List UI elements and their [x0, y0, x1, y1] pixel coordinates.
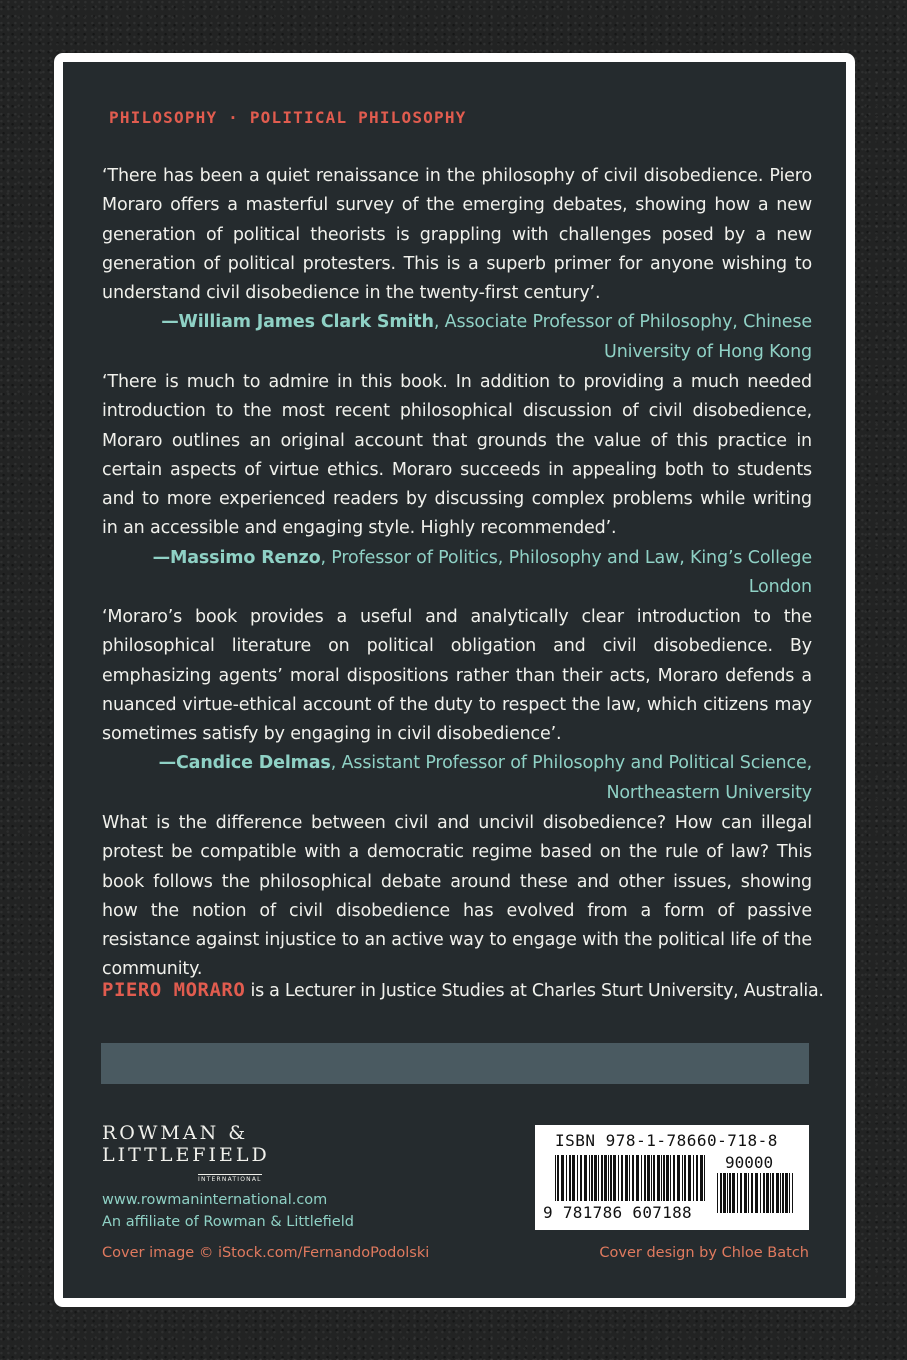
barcode-stripe [751, 1173, 753, 1213]
barcode-stripe [770, 1173, 771, 1213]
quote-dash: — [158, 753, 176, 774]
barcode-stripe [661, 1155, 662, 1201]
barcode-stripe [785, 1173, 788, 1213]
barcode-stripe [677, 1155, 680, 1201]
barcode-stripe [584, 1155, 587, 1201]
publisher-logo [102, 1122, 270, 1185]
barcode-stripe [744, 1173, 747, 1213]
barcode-stripe [755, 1173, 758, 1213]
endorsement-quote [102, 603, 812, 808]
barcode-stripe [737, 1173, 738, 1213]
barcode-stripe [613, 1155, 616, 1201]
author-bio [102, 979, 824, 1001]
barcode-stripe [729, 1173, 731, 1213]
barcode-stripe [717, 1173, 718, 1213]
barcode-stripe [591, 1155, 593, 1201]
quote-attribution [102, 749, 812, 808]
barcode-stripe [569, 1155, 571, 1201]
barcode-stripe [577, 1155, 578, 1201]
publisher-line3: INTERNATIONAL [198, 1176, 262, 1183]
quote-role: , Associate Professor of Philosophy, Chinese University of Hong Kong [433, 312, 812, 362]
barcode-stripe [589, 1155, 590, 1201]
barcode-stripe [608, 1155, 609, 1201]
barcode-stripe [566, 1155, 567, 1201]
publisher-line1: ROWMAN & [102, 1122, 249, 1144]
barcode-stripe [700, 1155, 703, 1201]
barcode-stripe [740, 1173, 742, 1213]
publisher-line2: LITTLEFIELD [102, 1144, 270, 1166]
barcode-stripe [776, 1173, 779, 1213]
barcode-stripe [555, 1155, 556, 1201]
barcode-stripe [780, 1173, 781, 1213]
barcode-stripe [561, 1155, 564, 1201]
quote-author: William James Clark Smith [178, 312, 434, 333]
barcode-stripe [621, 1155, 623, 1201]
quote-text: ‘There is much to admire in this book. In addition to providing a much needed introduction to the most recent philosophical discussion of civil disobedience, Moraro outlines an original account that grounds the value of this practice in certain aspects of virtue ethics. Moraro succeeds in appealing both to students and to more experienced readers by discussing complex problems while writing in an accessible and engaging style. Highly recommended’. [102, 372, 812, 539]
back-cover [54, 53, 855, 1307]
barcode-stripe [663, 1155, 665, 1201]
quote-attribution [102, 308, 812, 367]
barcode-stripe [601, 1155, 603, 1201]
barcode-stripe [684, 1155, 686, 1201]
barcode-stripe [792, 1173, 793, 1213]
barcode-stripe [644, 1155, 646, 1201]
barcode-stripe [688, 1155, 691, 1201]
barcode-stripe [604, 1155, 607, 1201]
barcode-stripe [682, 1155, 683, 1201]
barcode-stripe [763, 1173, 765, 1213]
category-label: PHILOSOPHY · POLITICAL PHILOSOPHY [109, 108, 467, 127]
barcode-stripe [580, 1155, 582, 1201]
barcode-stripe [696, 1155, 698, 1201]
quote-text: ‘Moraro’s book provides a useful and analytically clear introduction to the philosophical literature on political obligation and civil disobedience. By emphasizing agents’ moral dispositions rather than their acts, Moraro defends a nuanced virtue-ethical account of the duty to respect the law, which citizens may sometimes satisfy by engaging in civil disobedience’. [102, 607, 812, 745]
barcode-stripe [760, 1173, 761, 1213]
quote-attribution [102, 544, 812, 603]
barcode-stripe [748, 1173, 749, 1213]
barcode-stripe [632, 1155, 634, 1201]
barcode-stripe [572, 1155, 575, 1201]
barcode-stripe [657, 1155, 660, 1201]
barcode-stripe [636, 1155, 639, 1201]
barcode-stripe [772, 1173, 774, 1213]
endorsement-quote [102, 368, 812, 602]
barcode-stripe [625, 1155, 628, 1201]
barcode-stripe [704, 1155, 705, 1201]
barcode-addon [717, 1173, 793, 1213]
barcode-stripe [789, 1173, 790, 1213]
quote-role: , Assistant Professor of Philosophy and Political Science, Northeastern University [330, 753, 812, 803]
barcode-stripe [594, 1155, 597, 1201]
barcode-stripe [782, 1173, 784, 1213]
author-bio-text: is a Lecturer in Justice Studies at Charles Sturt University, Australia. [245, 981, 824, 1001]
isbn-price-code: 90000 [725, 1153, 774, 1172]
barcode-stripe [651, 1155, 652, 1201]
quote-text: ‘There has been a quiet renaissance in the philosophy of civil disobedience. Piero Moraro offers a masterful survey of the emerging debates, showing how a new generation of political theorists is grappling with challenges posed by a new generation of political protesters. This is a superb primer for anyone wishing to understand civil disobedience in the twenty-first century’. [102, 166, 812, 304]
author-name: PIERO MORARO [102, 979, 246, 1001]
isbn-label: ISBN 978-1-78660-718-8 [555, 1131, 778, 1150]
barcode-stripe [723, 1173, 726, 1213]
barcode-stripe [732, 1173, 735, 1213]
barcode-stripe [610, 1155, 612, 1201]
quote-dash: — [161, 312, 179, 333]
quote-dash: — [152, 547, 170, 568]
barcode-stripe [618, 1155, 619, 1201]
barcode-stripe [766, 1173, 769, 1213]
cover-design-credit: Cover design by Chloe Batch [599, 1245, 809, 1261]
barcode-stripe [666, 1155, 669, 1201]
barcode-stripe [673, 1155, 675, 1201]
barcode-stripe [557, 1155, 559, 1201]
endorsement-quote [102, 162, 812, 367]
book-description: What is the difference between civil and uncivil disobedience? How can illegal protest be compatible with a democratic regime based on the rule of law? This book follows the philosophical debate around these and other issues, showing how the notion of civil disobedience has evolved from a form of passive resistance against injustice to an active way to engage with the political life of the community. [102, 813, 813, 980]
publisher-affiliate: An affiliate of Rowman & Littlefield [102, 1214, 354, 1230]
isbn-barcode [535, 1125, 809, 1230]
divider-bar [101, 1043, 809, 1084]
isbn-digits: 9 781786 607188 [543, 1203, 692, 1222]
quote-role: , Professor of Politics, Philosophy and Law, King’s College London [320, 547, 812, 598]
barcode-stripe [670, 1155, 671, 1201]
barcode-stripe [647, 1155, 650, 1201]
publisher-website: www.rowmaninternational.com [102, 1192, 328, 1208]
barcode-stripe [641, 1155, 642, 1201]
barcode-stripe [598, 1155, 599, 1201]
quote-author: Massimo Renzo [169, 547, 321, 568]
barcode-stripe [727, 1173, 728, 1213]
barcode-stripe [629, 1155, 630, 1201]
barcode-stripe [693, 1155, 694, 1201]
barcode-stripe [720, 1173, 722, 1213]
barcode-stripe [653, 1155, 655, 1201]
quote-author: Candice Delmas [175, 753, 331, 774]
cover-image-credit: Cover image © iStock.com/FernandoPodolski [102, 1245, 430, 1261]
